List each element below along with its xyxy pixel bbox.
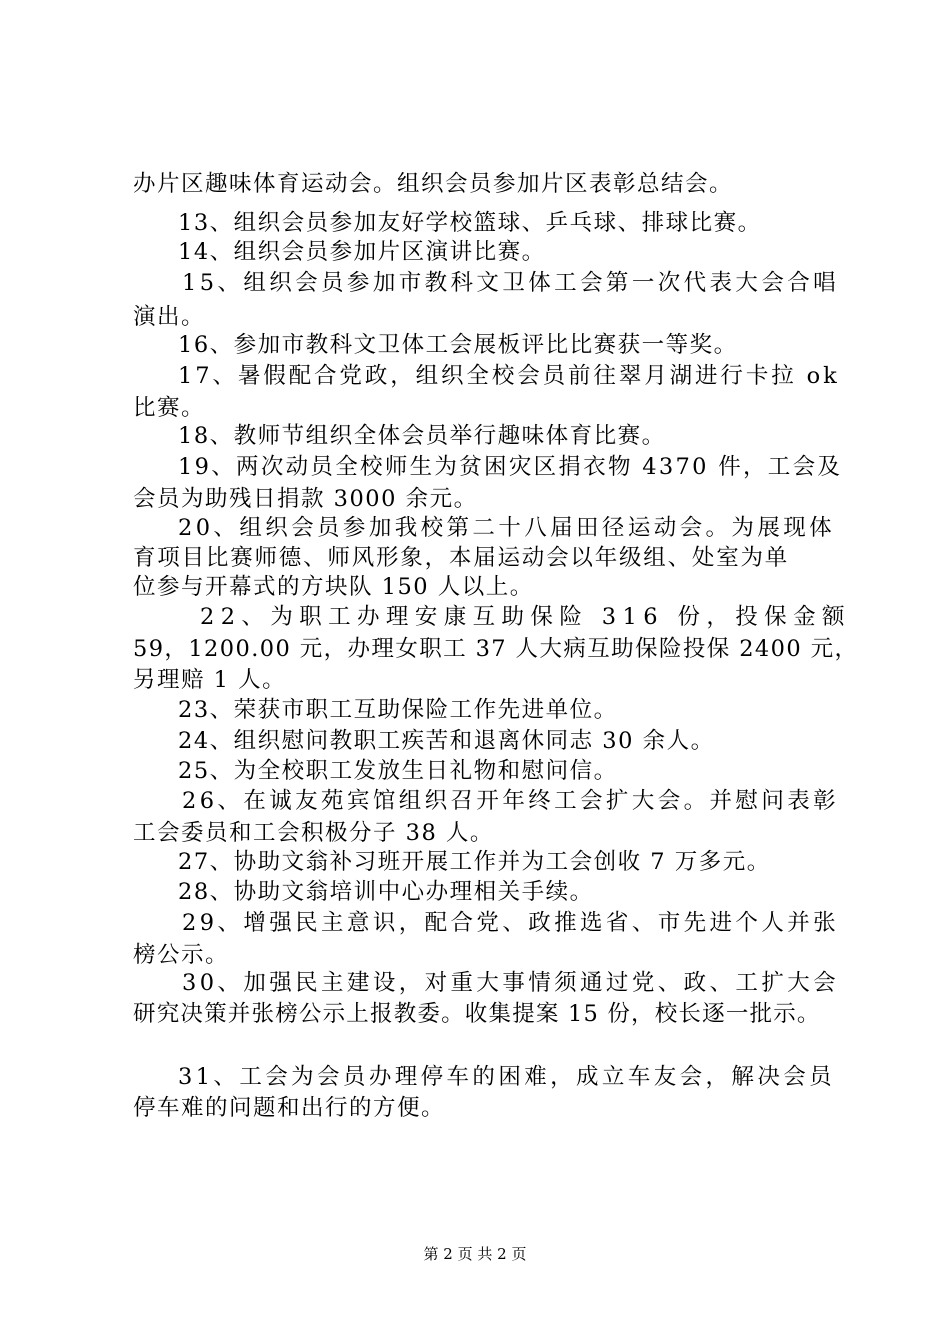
text-line: 19、两次动员全校师生为贫困灾区捐衣物 4370 件，工会及 (178, 454, 843, 480)
text-line: 位参与开幕式的方块队 150 人以上。 (133, 574, 534, 600)
text-line: 59，1200.00 元，办理女职工 37 人大病互助保险投保 2400 元， (133, 636, 859, 662)
text-line: 26、在诚友苑宾馆组织召开年终工会扩大会。并慰问表彰 (182, 788, 840, 814)
text-line: 育项目比赛师德、师风形象，本届运动会以年级组、处室为单 (133, 545, 790, 571)
text-line: 17、暑假配合党政，组织全校会员前往翠月湖进行卡拉 ok (178, 363, 840, 389)
text-line: 30、加强民主建设，对重大事情须通过党、政、工扩大会 (182, 970, 840, 996)
text-line: 停车难的问题和出行的方便。 (133, 1095, 446, 1121)
text-line: 31、工会为会员办理停车的困难，成立车友会，解决会员 (178, 1064, 836, 1090)
text-line: 18、教师节组织全体会员举行趣味体育比赛。 (178, 423, 666, 449)
text-line: 23、荣获市职工互助保险工作先进单位。 (178, 697, 618, 723)
text-line: 28、协助文翁培训中心办理相关手续。 (178, 879, 594, 905)
text-line: 研究决策并张榜公示上报教委。收集提案 15 份，校长逐一批示。 (133, 1001, 821, 1027)
text-line: 办片区趣味体育运动会。组织会员参加片区表彰总结会。 (133, 171, 734, 197)
text-line: 会员为助残日捐款 3000 余元。 (133, 486, 478, 512)
text-line: 24、组织慰问教职工疾苦和退离休同志 30 余人。 (178, 728, 715, 754)
text-line: 演出。 (133, 304, 206, 330)
page-number-footer: 第 2 页 共 2 页 (423, 1245, 527, 1263)
text-line: 25、为全校职工发放生日礼物和慰问信。 (178, 758, 618, 784)
text-line: 14、组织会员参加片区演讲比赛。 (178, 239, 546, 265)
text-line: 榜公示。 (133, 942, 230, 968)
text-line: 29、增强民主意识，配合党、政推选省、市先进个人并张 (182, 910, 840, 936)
text-line: 另理赔 1 人。 (133, 667, 287, 693)
text-line: 工会委员和工会积极分子 38 人。 (133, 820, 494, 846)
text-line: 13、组织会员参加友好学校篮球、乒乓球、排球比赛。 (178, 210, 762, 236)
text-line: 15、组织会员参加市教科文卫体工会第一次代表大会合唱 (182, 270, 840, 296)
text-line: 22、为职工办理安康互助保险 316 份，投保金额 (200, 604, 851, 630)
text-line: 16、参加市教科文卫体工会展板评比比赛获一等奖。 (178, 332, 738, 358)
text-line: 20、组织会员参加我校第二十八届田径运动会。为展现体 (178, 515, 836, 541)
text-line: 27、协助文翁补习班开展工作并为工会创收 7 万多元。 (178, 849, 771, 875)
text-line: 比赛。 (133, 395, 206, 421)
